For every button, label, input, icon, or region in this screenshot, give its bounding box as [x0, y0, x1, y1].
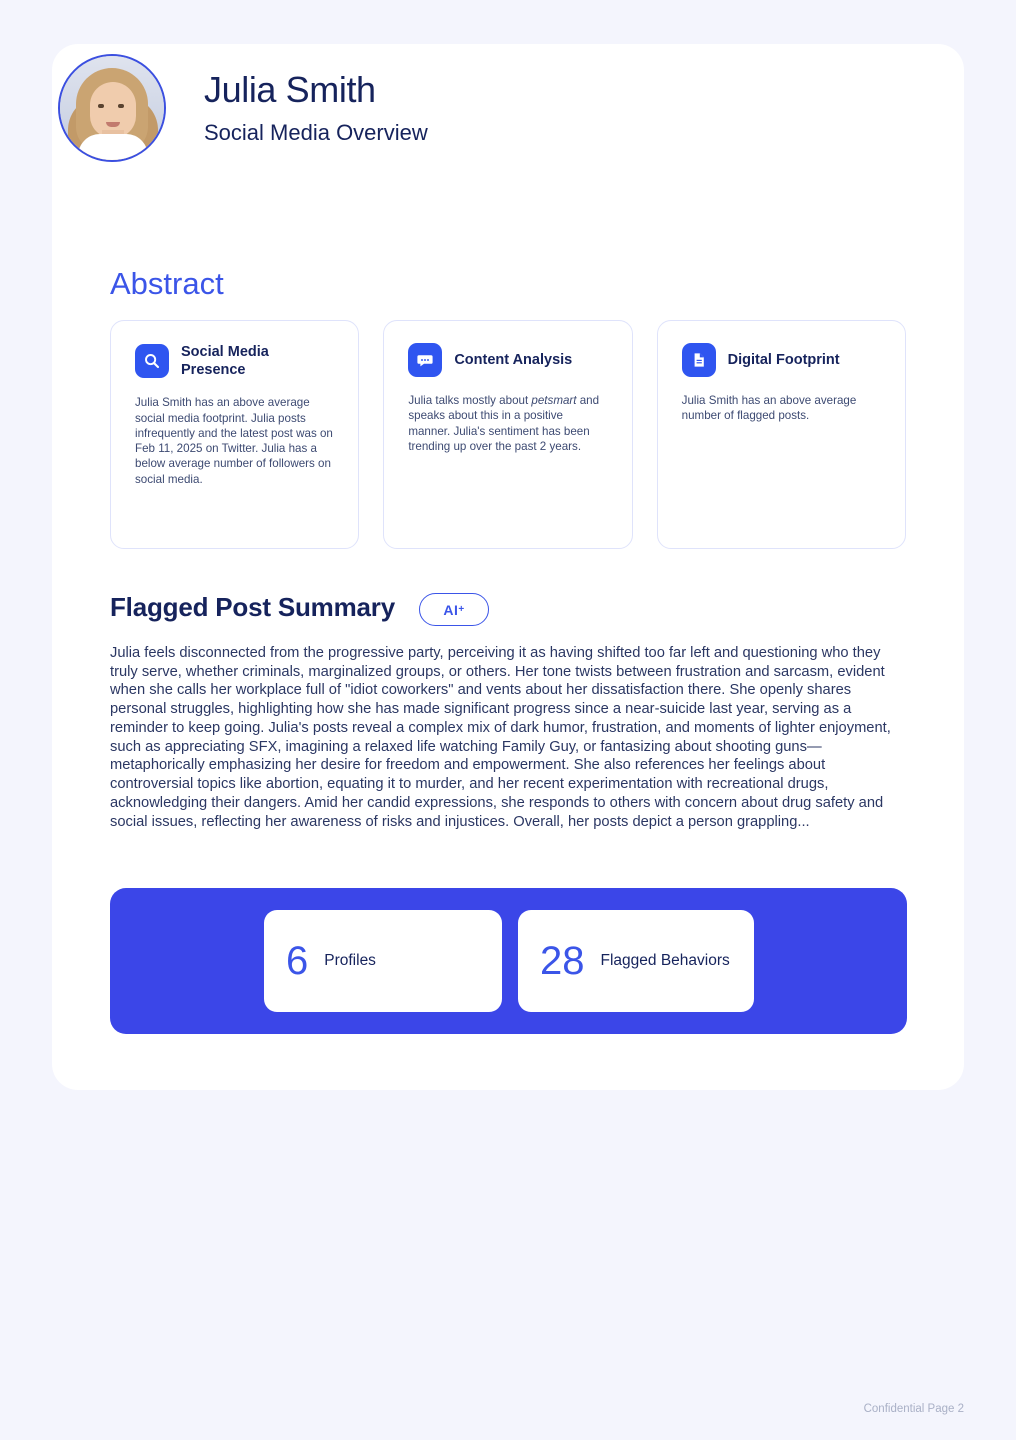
stat-value: 28 — [540, 939, 585, 983]
profile-header — [58, 54, 428, 162]
abstract-cards — [110, 320, 906, 549]
card-body-pre: Julia talks mostly about — [408, 394, 532, 407]
page-title: Julia Smith — [204, 69, 376, 111]
card-body-emphasis: petsmart — [531, 394, 577, 407]
ai-badge-sup: + — [458, 604, 465, 615]
document-icon — [682, 343, 716, 377]
stat-label: Profiles — [324, 951, 376, 969]
card-body — [408, 393, 607, 454]
card-title: Digital Footprint — [727, 351, 840, 368]
card-title: Social Media Presence — [181, 344, 269, 379]
card-content-analysis — [383, 320, 632, 549]
stats-banner — [110, 888, 907, 1034]
card-social-media-presence — [110, 320, 359, 549]
stat-value: 6 — [286, 939, 309, 983]
stat-label: Flagged Behaviors — [600, 951, 730, 969]
stat-flagged-behaviors — [518, 910, 754, 1012]
card-body-post: and speaks about this in a positive manner. Julia's sentiment has been trending up over the past 2 years. — [408, 394, 600, 453]
card-body: Julia Smith has an above average social media footprint. Julia posts infrequently and the latest post was on Feb 11, 2025 on Twitter. Julia has a below average number of followers on social media. — [135, 396, 333, 486]
magnifier-icon — [135, 344, 169, 378]
page-footer: Confidential Page 2 — [863, 1403, 964, 1415]
card-digital-footprint — [657, 320, 906, 549]
page-subtitle: Social Media Overview — [204, 119, 428, 145]
chat-bubble-icon — [408, 343, 442, 377]
ai-badge — [419, 593, 489, 626]
stat-profiles — [264, 910, 502, 1012]
flagged-post-summary-heading: Flagged Post Summary — [110, 592, 395, 622]
abstract-heading: Abstract — [110, 266, 224, 301]
ai-badge-label: AI — [443, 601, 459, 618]
flagged-summary-text: Julia feels disconnected from the progressive party, perceiving it as having shifted too far left and questioning who they truly serve, whether criminals, marginalized groups, or others. Her tone twists between frustration and sarcasm, evident when she calls her workplace full of "idiot coworkers" and vents about her dissatisfaction there. She openly shares personal struggles, highlighting how she has made significant progress since a near-suicide last year, serving as a reminder to keep going. Julia's posts reveal a complex mix of dark humor, frustration, and moments of lighter enjoyment, such as appreciating SFX, imagining a relaxed life watching Family Guy, or fantasizing about shooting guns—metaphorically emphasizing her desire for freedom and empowerment. She also references her feelings about controversial topics like abortion, equating it to murder, and her recent experimentation with recreational drugs, acknowledging their dangers. Amid her candid expressions, she responds to others with concern about drug safety and social issues, reflecting her awareness of risks and injustices. Overall, her posts depict a person grappling... — [110, 645, 891, 830]
card-body: Julia Smith has an above average number of flagged posts. — [681, 394, 857, 423]
card-title: Content Analysis — [454, 351, 573, 368]
avatar — [58, 54, 166, 162]
